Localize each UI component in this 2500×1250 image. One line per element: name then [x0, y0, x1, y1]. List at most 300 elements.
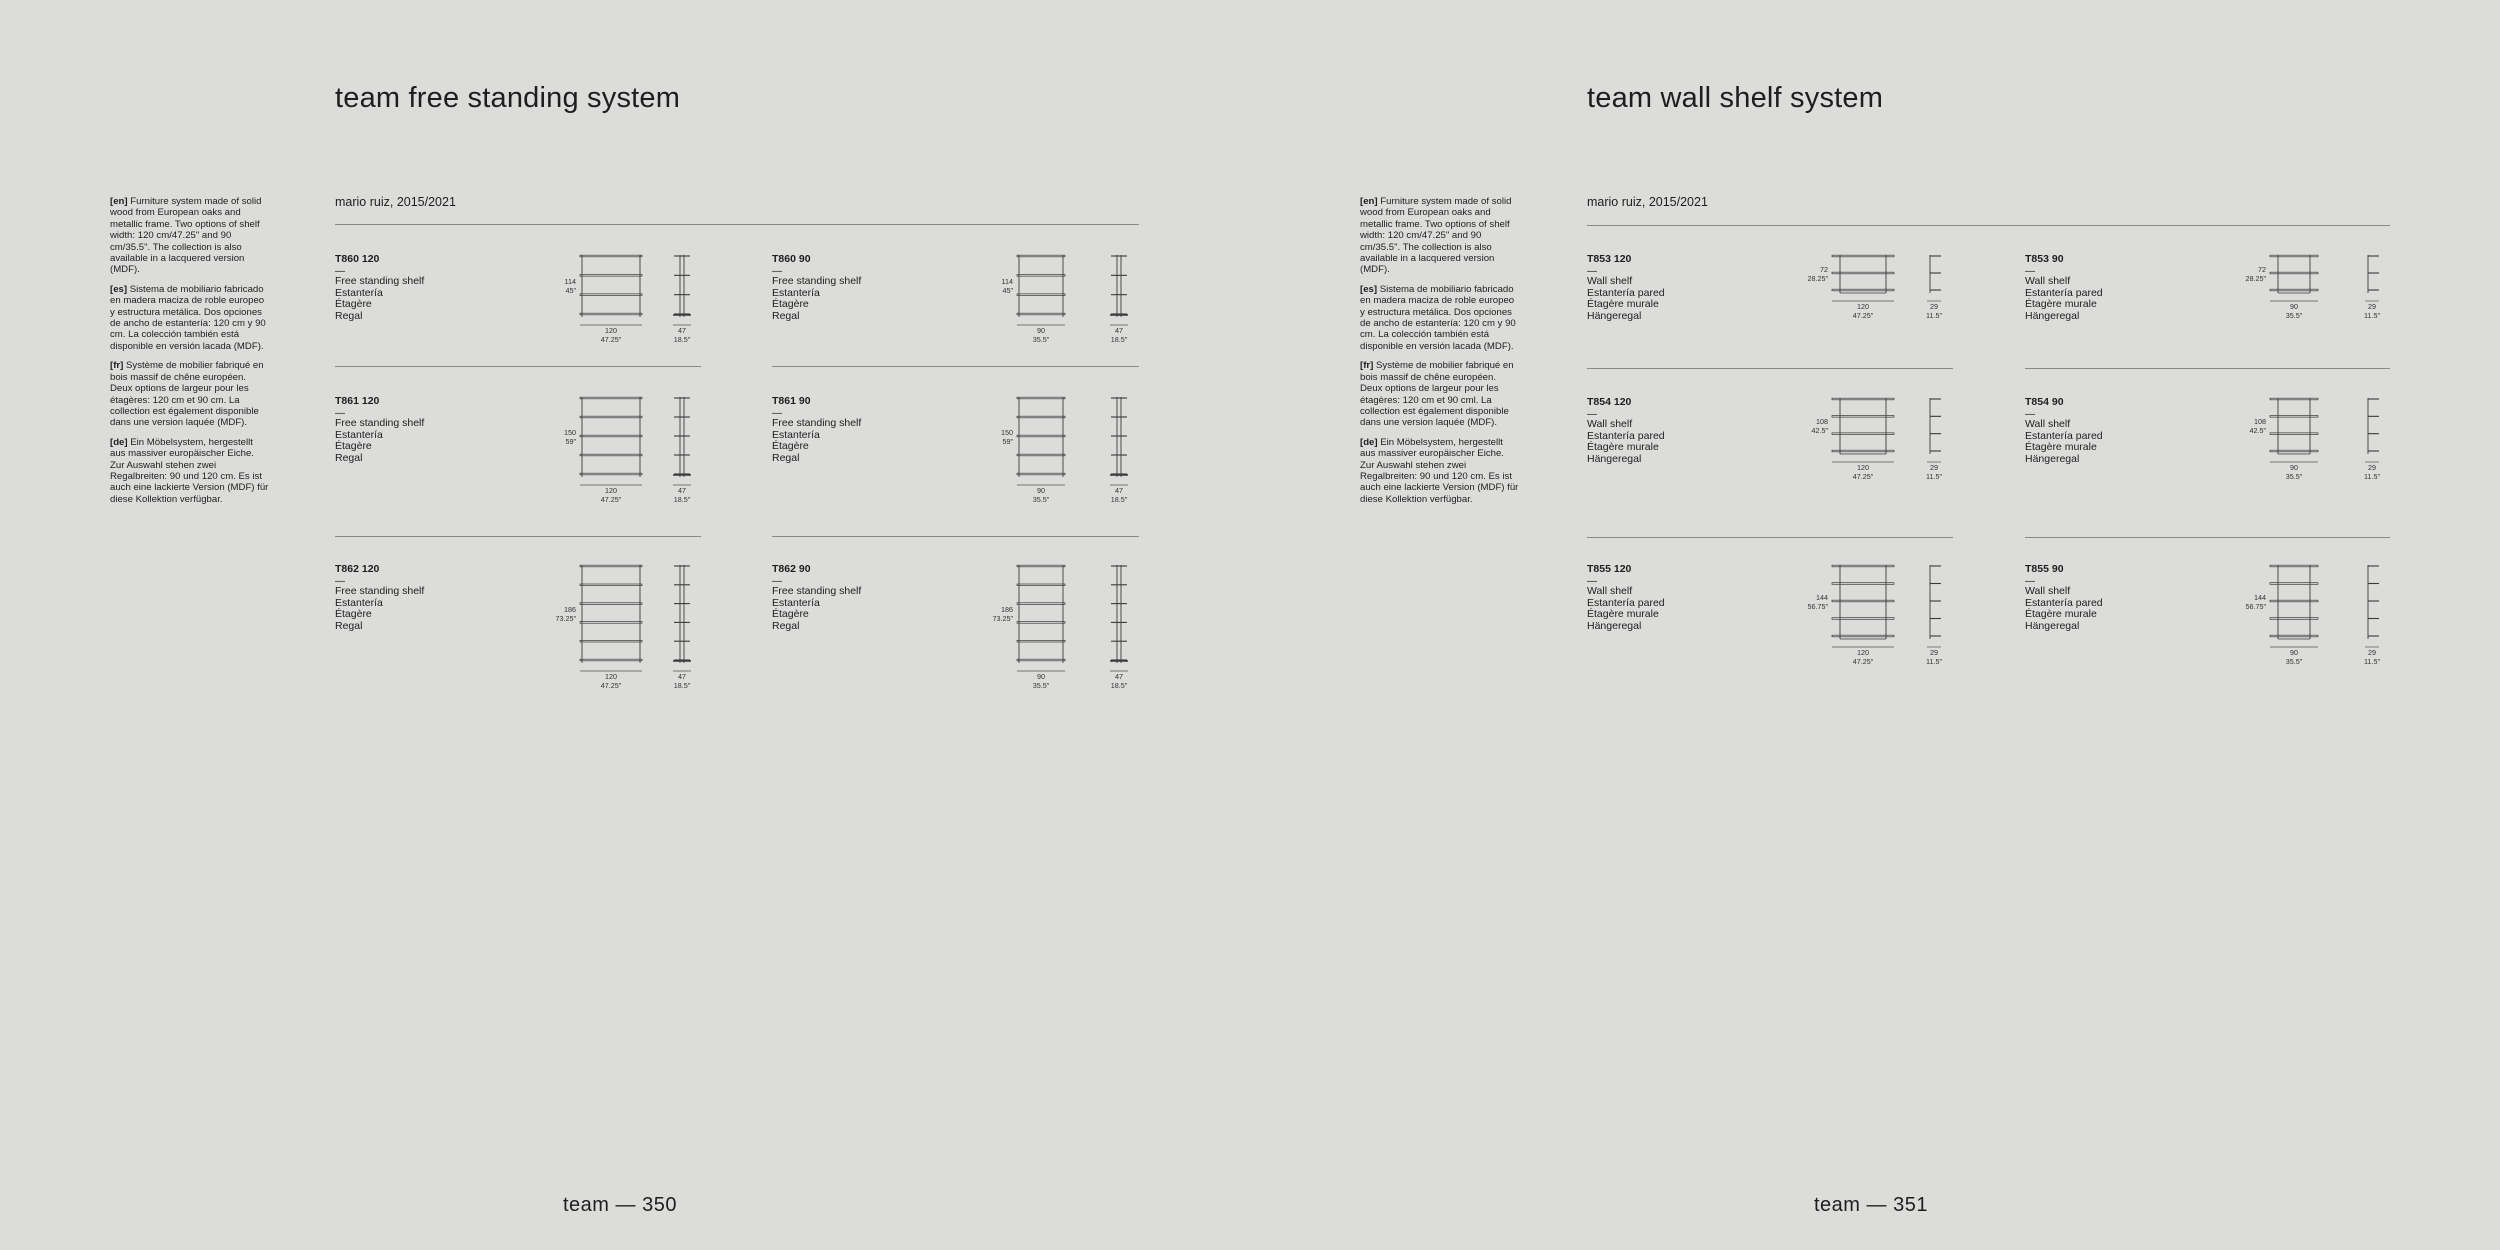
- depth-cm: 47: [678, 326, 686, 335]
- height-dimension: [540, 278, 576, 295]
- shelf-board: [1017, 622, 1065, 624]
- product-code: T861 120: [335, 395, 380, 407]
- dash-separator: —: [1587, 409, 1597, 420]
- shelf-board: [2270, 618, 2318, 620]
- depth-cm: 29: [2368, 302, 2376, 311]
- product-name: Estantería: [335, 428, 383, 441]
- height-in: 28.25": [1807, 273, 1828, 283]
- product-entry: [1587, 396, 1953, 492]
- height-in: 45": [1002, 285, 1013, 295]
- width-dimension: [1832, 303, 1894, 320]
- width-in: 47.25": [1852, 310, 1874, 320]
- dash-separator: —: [335, 408, 345, 419]
- width-in: 47.25": [600, 494, 622, 504]
- height-dimension: [1792, 418, 1828, 435]
- product-name: Free standing shelf: [335, 275, 425, 287]
- designer-credit: mario ruiz, 2015/2021: [335, 195, 456, 209]
- depth-dimension: [1919, 303, 1949, 320]
- height-cm: 72: [1820, 265, 1828, 274]
- width-in: 35.5": [2285, 656, 2303, 666]
- height-dimension: [2230, 594, 2266, 611]
- width-cm: 90: [1037, 486, 1045, 495]
- width-in: 47.25": [600, 334, 622, 344]
- height-dimension: [540, 429, 576, 446]
- divider: [772, 366, 1139, 367]
- depth-dimension: [1102, 327, 1136, 344]
- depth-in: 18.5": [673, 680, 691, 690]
- width-in: 47.25": [600, 680, 622, 690]
- shelf-board: [2270, 565, 2318, 567]
- divider: [2025, 537, 2390, 538]
- depth-cm: 29: [1930, 302, 1938, 311]
- front-view-drawing: [1017, 397, 1069, 481]
- description-en: [en] Furniture system made of solid wood from European oaks and metallic frame. Two options of shelf width: 120 cm/47.25" and 90 cm/35.5". The collection is also available in a lacquered version (MDF).: [110, 196, 262, 276]
- product-names: [772, 418, 861, 464]
- height-dimension: [977, 429, 1013, 446]
- depth-cm: 47: [1115, 486, 1123, 495]
- product-code: T853 90: [2025, 253, 2064, 265]
- dash-separator: —: [335, 266, 345, 277]
- product-name: Free standing shelf: [335, 417, 425, 429]
- divider: [1587, 225, 2390, 226]
- product-names: [1587, 276, 1665, 322]
- side-view-drawing: [2365, 565, 2383, 643]
- product-names: [335, 418, 424, 464]
- height-in: 28.25": [2245, 273, 2266, 283]
- height-in: 45": [565, 285, 576, 295]
- shelf-board: [1832, 255, 1894, 257]
- product-names: [335, 276, 424, 322]
- page-footer: team — 351: [1814, 1194, 1928, 1216]
- height-dimension: [1792, 266, 1828, 283]
- front-view-drawing: [1832, 398, 1898, 458]
- shelf-board: [1832, 433, 1894, 435]
- shelf-board: [1017, 435, 1065, 437]
- width-dimension: [580, 673, 642, 690]
- product-name: Étagère: [772, 440, 809, 453]
- front-view-drawing: [580, 255, 646, 321]
- shelf-board: [1017, 659, 1065, 661]
- dash-separator: —: [772, 576, 782, 587]
- dash-separator: —: [772, 408, 782, 419]
- depth-cm: 29: [1930, 648, 1938, 657]
- depth-dimension: [665, 487, 699, 504]
- description-en: [en] Furniture system made of solid wood from European oaks and metallic frame. Two options of shelf width: 120 cm/47.25" and 90 cm/35.5". The collection is also available in a lacquered version (MDF).: [1360, 196, 1512, 276]
- height-cm: 114: [564, 277, 576, 286]
- width-in: 47.25": [1852, 471, 1874, 481]
- shelf-board: [580, 416, 642, 418]
- depth-in: 18.5": [1110, 680, 1128, 690]
- product-name: Regal: [335, 451, 363, 464]
- depth-in: 18.5": [1110, 494, 1128, 504]
- width-cm: 120: [1857, 463, 1869, 472]
- depth-in: 11.5": [2363, 656, 2380, 666]
- shelf-board: [1017, 275, 1065, 277]
- product-name: Estantería: [335, 596, 383, 609]
- product-name: Hängeregal: [1587, 619, 1642, 632]
- product-name: Regal: [335, 309, 363, 322]
- description-es: [es] Sistema de mobiliario fabricado en madera maciza de roble europeo y estructura metálica. Dos opciones de ancho de estantería: 120 cm y 90 cm. La colección también está disponible en versión lacada (MDF).: [1360, 283, 1516, 352]
- divider: [772, 536, 1139, 537]
- product-entry: [772, 395, 1138, 515]
- shelf-board: [1017, 397, 1065, 399]
- product-name: Étagère murale: [2025, 298, 2097, 311]
- width-in: 35.5": [1032, 334, 1050, 344]
- depth-dimension: [1919, 649, 1949, 666]
- width-dimension: [1017, 673, 1065, 690]
- shelf-board: [1017, 640, 1065, 642]
- product-name: Wall shelf: [1587, 585, 1633, 597]
- height-cm: 186: [1001, 605, 1013, 614]
- shelf-board: [1832, 272, 1894, 274]
- width-dimension: [580, 487, 642, 504]
- product-name: Étagère: [772, 298, 809, 311]
- shelf-board: [1832, 398, 1894, 400]
- height-cm: 144: [1816, 593, 1828, 602]
- depth-cm: 47: [1115, 672, 1123, 681]
- shelf-board: [580, 565, 642, 567]
- depth-dimension: [2357, 303, 2387, 320]
- product-names: [2025, 419, 2103, 465]
- dash-separator: —: [2025, 266, 2035, 277]
- shelf-board: [580, 275, 642, 277]
- height-cm: 108: [1816, 417, 1828, 426]
- width-dimension: [1832, 649, 1894, 666]
- product-entry: [2025, 253, 2391, 331]
- product-names: [2025, 276, 2103, 322]
- product-name: Estantería pared: [2025, 596, 2103, 609]
- height-cm: 186: [564, 605, 576, 614]
- height-in: 42.5": [2249, 425, 2266, 435]
- depth-dimension: [2357, 464, 2387, 481]
- depth-dimension: [1919, 464, 1949, 481]
- product-name: Free standing shelf: [772, 417, 862, 429]
- product-name: Hängeregal: [2025, 619, 2080, 632]
- product-entry: [335, 563, 701, 701]
- shelf-board: [1832, 635, 1894, 637]
- shelf-board: [1832, 600, 1894, 602]
- shelf-board: [1017, 313, 1065, 315]
- product-name: Hängeregal: [2025, 309, 2080, 322]
- depth-in: 18.5": [1110, 334, 1128, 344]
- description-de: [de] Ein Möbelsystem, hergestellt aus massiver europäischer Eiche. Zur Auswahl stehen zwei Regalbreiten: 90 und 120 cm. Es ist auch eine lackierte Version (MDF) für diese Kollektion verfügbar.: [110, 436, 269, 505]
- product-name: Étagère: [335, 440, 372, 453]
- shelf-board: [1017, 294, 1065, 296]
- height-in: 73.25": [992, 613, 1013, 623]
- shelf-board: [2270, 255, 2318, 257]
- product-code: T862 120: [335, 563, 380, 575]
- product-entry: [2025, 396, 2391, 492]
- width-cm: 90: [2290, 302, 2298, 311]
- depth-dimension: [1102, 673, 1136, 690]
- depth-cm: 29: [1930, 463, 1938, 472]
- width-cm: 120: [1857, 648, 1869, 657]
- width-cm: 90: [1037, 326, 1045, 335]
- side-view-drawing: [673, 565, 695, 667]
- product-entry: [772, 563, 1138, 701]
- product-entry: [1587, 253, 1953, 331]
- product-name: Étagère murale: [2025, 441, 2097, 454]
- side-view-drawing: [1110, 397, 1132, 481]
- product-name: Estantería: [335, 286, 383, 299]
- shelf-board: [2270, 450, 2318, 452]
- product-name: Estantería: [772, 286, 820, 299]
- product-code: T861 90: [772, 395, 811, 407]
- shelf-board: [2270, 433, 2318, 435]
- shelf-board: [1017, 454, 1065, 456]
- product-entry: [772, 253, 1138, 355]
- product-name: Regal: [772, 309, 800, 322]
- front-view-drawing: [2270, 398, 2322, 458]
- shelf-board: [1017, 565, 1065, 567]
- height-dimension: [977, 606, 1013, 623]
- shelf-board: [2270, 398, 2318, 400]
- height-cm: 114: [1001, 277, 1013, 286]
- shelf-board: [1017, 416, 1065, 418]
- width-in: 35.5": [2285, 310, 2303, 320]
- width-in: 35.5": [1032, 494, 1050, 504]
- product-name: Hängeregal: [1587, 452, 1642, 465]
- height-cm: 108: [2254, 417, 2266, 426]
- shelf-board: [2270, 272, 2318, 274]
- width-dimension: [1832, 464, 1894, 481]
- product-name: Regal: [772, 451, 800, 464]
- product-name: Estantería pared: [2025, 429, 2103, 442]
- designer-credit: mario ruiz, 2015/2021: [1587, 195, 1708, 209]
- divider: [335, 366, 701, 367]
- width-dimension: [1017, 327, 1065, 344]
- width-dimension: [2270, 464, 2318, 481]
- product-code: T860 120: [335, 253, 380, 265]
- shelf-board: [580, 473, 642, 475]
- product-name: Étagère: [772, 608, 809, 621]
- product-name: Étagère murale: [1587, 441, 1659, 454]
- product-names: [335, 586, 424, 632]
- height-cm: 144: [2254, 593, 2266, 602]
- height-dimension: [540, 606, 576, 623]
- shelf-board: [1832, 583, 1894, 585]
- depth-in: 11.5": [2363, 471, 2380, 481]
- description: [1360, 196, 1520, 513]
- product-name: Free standing shelf: [772, 585, 862, 597]
- page-title: team free standing system: [335, 82, 681, 114]
- product-name: Hängeregal: [1587, 309, 1642, 322]
- front-view-drawing: [2270, 255, 2322, 297]
- shelf-board: [1017, 603, 1065, 605]
- side-view-drawing: [1110, 255, 1132, 321]
- product-name: Wall shelf: [2025, 418, 2071, 430]
- width-in: 35.5": [2285, 471, 2303, 481]
- product-names: [1587, 586, 1665, 632]
- shelf-board: [580, 622, 642, 624]
- shelf-board: [2270, 583, 2318, 585]
- product-entry: [2025, 563, 2391, 677]
- height-in: 42.5": [1811, 425, 1828, 435]
- product-entry: [1587, 563, 1953, 677]
- product-name: Regal: [335, 619, 363, 632]
- shelf-board: [580, 584, 642, 586]
- depth-cm: 47: [1115, 326, 1123, 335]
- product-name: Estantería: [772, 596, 820, 609]
- shelf-board: [2270, 600, 2318, 602]
- product-name: Wall shelf: [1587, 275, 1633, 287]
- dash-separator: —: [772, 266, 782, 277]
- product-name: Free standing shelf: [335, 585, 425, 597]
- height-in: 59": [565, 436, 576, 446]
- width-in: 47.25": [1852, 656, 1874, 666]
- shelf-board: [580, 603, 642, 605]
- product-names: [772, 276, 861, 322]
- height-dimension: [1792, 594, 1828, 611]
- width-dimension: [2270, 649, 2318, 666]
- front-view-drawing: [2270, 565, 2322, 643]
- product-name: Estantería: [772, 428, 820, 441]
- side-view-drawing: [2365, 398, 2383, 458]
- shelf-board: [580, 659, 642, 661]
- depth-in: 11.5": [1925, 310, 1942, 320]
- product-name: Wall shelf: [2025, 585, 2071, 597]
- shelf-board: [580, 640, 642, 642]
- depth-dimension: [665, 327, 699, 344]
- width-cm: 90: [1037, 672, 1045, 681]
- side-view-drawing: [1110, 565, 1132, 667]
- shelf-board: [1832, 618, 1894, 620]
- divider: [1587, 537, 1953, 538]
- side-view-drawing: [2365, 255, 2383, 297]
- width-dimension: [580, 327, 642, 344]
- product-name: Étagère murale: [1587, 298, 1659, 311]
- depth-cm: 47: [678, 672, 686, 681]
- depth-in: 11.5": [2363, 310, 2380, 320]
- product-code: T854 90: [2025, 396, 2064, 408]
- product-names: [2025, 586, 2103, 632]
- page-footer: team — 350: [563, 1194, 677, 1216]
- width-cm: 120: [605, 672, 617, 681]
- width-in: 35.5": [1032, 680, 1050, 690]
- width-cm: 120: [605, 486, 617, 495]
- shelf-board: [580, 397, 642, 399]
- depth-in: 18.5": [673, 334, 691, 344]
- depth-cm: 29: [2368, 463, 2376, 472]
- side-view-drawing: [1927, 565, 1945, 643]
- height-cm: 150: [564, 428, 576, 437]
- page-351: [1250, 0, 2500, 1250]
- divider: [335, 536, 701, 537]
- front-view-drawing: [1017, 565, 1069, 667]
- depth-dimension: [665, 673, 699, 690]
- shelf-board: [1832, 450, 1894, 452]
- width-dimension: [1017, 487, 1065, 504]
- height-dimension: [2230, 266, 2266, 283]
- description-fr: [fr] Système de mobilier fabriqué en bois massif de chêne européen. Deux options de largeur pour les étagères: 120 cm et 90 cml. La collection est également disponible dans une version laquée (MDF).: [1360, 360, 1514, 429]
- front-view-drawing: [580, 565, 646, 667]
- depth-cm: 29: [2368, 648, 2376, 657]
- shelf-board: [1832, 416, 1894, 418]
- shelf-board: [2270, 416, 2318, 418]
- product-name: Wall shelf: [1587, 418, 1633, 430]
- front-view-drawing: [1017, 255, 1069, 321]
- shelf-board: [1832, 289, 1894, 291]
- depth-dimension: [1102, 487, 1136, 504]
- product-code: T853 120: [1587, 253, 1632, 265]
- shelf-board: [2270, 635, 2318, 637]
- dash-separator: —: [2025, 409, 2035, 420]
- product-name: Free standing shelf: [772, 275, 862, 287]
- description-es: [es] Sistema de mobiliario fabricado en madera maciza de roble europeo y estructura metálica. Dos opciones de ancho de estantería: 120 cm y 90 cm. La colección también está disponible en versión lacada (MDF).: [110, 283, 266, 352]
- height-cm: 150: [1001, 428, 1013, 437]
- side-view-drawing: [1927, 398, 1945, 458]
- depth-in: 11.5": [1925, 471, 1942, 481]
- side-view-drawing: [673, 397, 695, 481]
- product-code: T860 90: [772, 253, 811, 265]
- shelf-board: [1017, 473, 1065, 475]
- divider: [1587, 368, 1953, 369]
- description-de: [de] Ein Möbelsystem, hergestellt aus massiver europäischer Eiche. Zur Auswahl stehen zwei Regalbreiten: 90 und 120 cm. Es ist auch eine lackierte Version (MDF) für diese Kollektion verfügbar.: [1360, 436, 1519, 505]
- height-dimension: [977, 278, 1013, 295]
- shelf-board: [580, 313, 642, 315]
- width-cm: 120: [1857, 302, 1869, 311]
- product-name: Wall shelf: [2025, 275, 2071, 287]
- page-title: team wall shelf system: [1587, 82, 1884, 114]
- height-dimension: [2230, 418, 2266, 435]
- side-view-drawing: [1927, 255, 1945, 297]
- width-cm: 90: [2290, 463, 2298, 472]
- width-dimension: [2270, 303, 2318, 320]
- product-code: T854 120: [1587, 396, 1632, 408]
- product-names: [772, 586, 861, 632]
- product-name: Estantería pared: [2025, 286, 2103, 299]
- height-in: 56.75": [2245, 601, 2266, 611]
- width-cm: 90: [2290, 648, 2298, 657]
- product-name: Regal: [772, 619, 800, 632]
- height-in: 56.75": [1807, 601, 1828, 611]
- product-name: Hängeregal: [2025, 452, 2080, 465]
- shelf-board: [580, 255, 642, 257]
- side-view-drawing: [673, 255, 695, 321]
- height-in: 73.25": [555, 613, 576, 623]
- product-name: Étagère murale: [2025, 608, 2097, 621]
- front-view-drawing: [1832, 255, 1898, 297]
- front-view-drawing: [1832, 565, 1898, 643]
- description-fr: [fr] Système de mobilier fabriqué en bois massif de chêne européen. Deux options de largeur pour les étagères: 120 cm et 90 cm. La collection est également disponible dans une version laquée (MDF).: [110, 360, 264, 429]
- shelf-board: [1017, 255, 1065, 257]
- product-names: [1587, 419, 1665, 465]
- front-view-drawing: [580, 397, 646, 481]
- product-name: Estantería pared: [1587, 286, 1665, 299]
- height-in: 59": [1002, 436, 1013, 446]
- divider: [2025, 368, 2390, 369]
- depth-in: 18.5": [673, 494, 691, 504]
- shelf-board: [580, 435, 642, 437]
- height-cm: 72: [2258, 265, 2266, 274]
- shelf-board: [580, 454, 642, 456]
- product-code: T855 120: [1587, 563, 1632, 575]
- divider: [335, 224, 1139, 225]
- width-cm: 120: [605, 326, 617, 335]
- depth-dimension: [2357, 649, 2387, 666]
- shelf-board: [580, 294, 642, 296]
- product-name: Estantería pared: [1587, 596, 1665, 609]
- shelf-board: [2270, 289, 2318, 291]
- product-code: T862 90: [772, 563, 811, 575]
- description: [110, 196, 270, 513]
- dash-separator: —: [2025, 576, 2035, 587]
- depth-in: 11.5": [1925, 656, 1942, 666]
- product-name: Étagère: [335, 298, 372, 311]
- dash-separator: —: [1587, 576, 1597, 587]
- dash-separator: —: [1587, 266, 1597, 277]
- product-name: Étagère: [335, 608, 372, 621]
